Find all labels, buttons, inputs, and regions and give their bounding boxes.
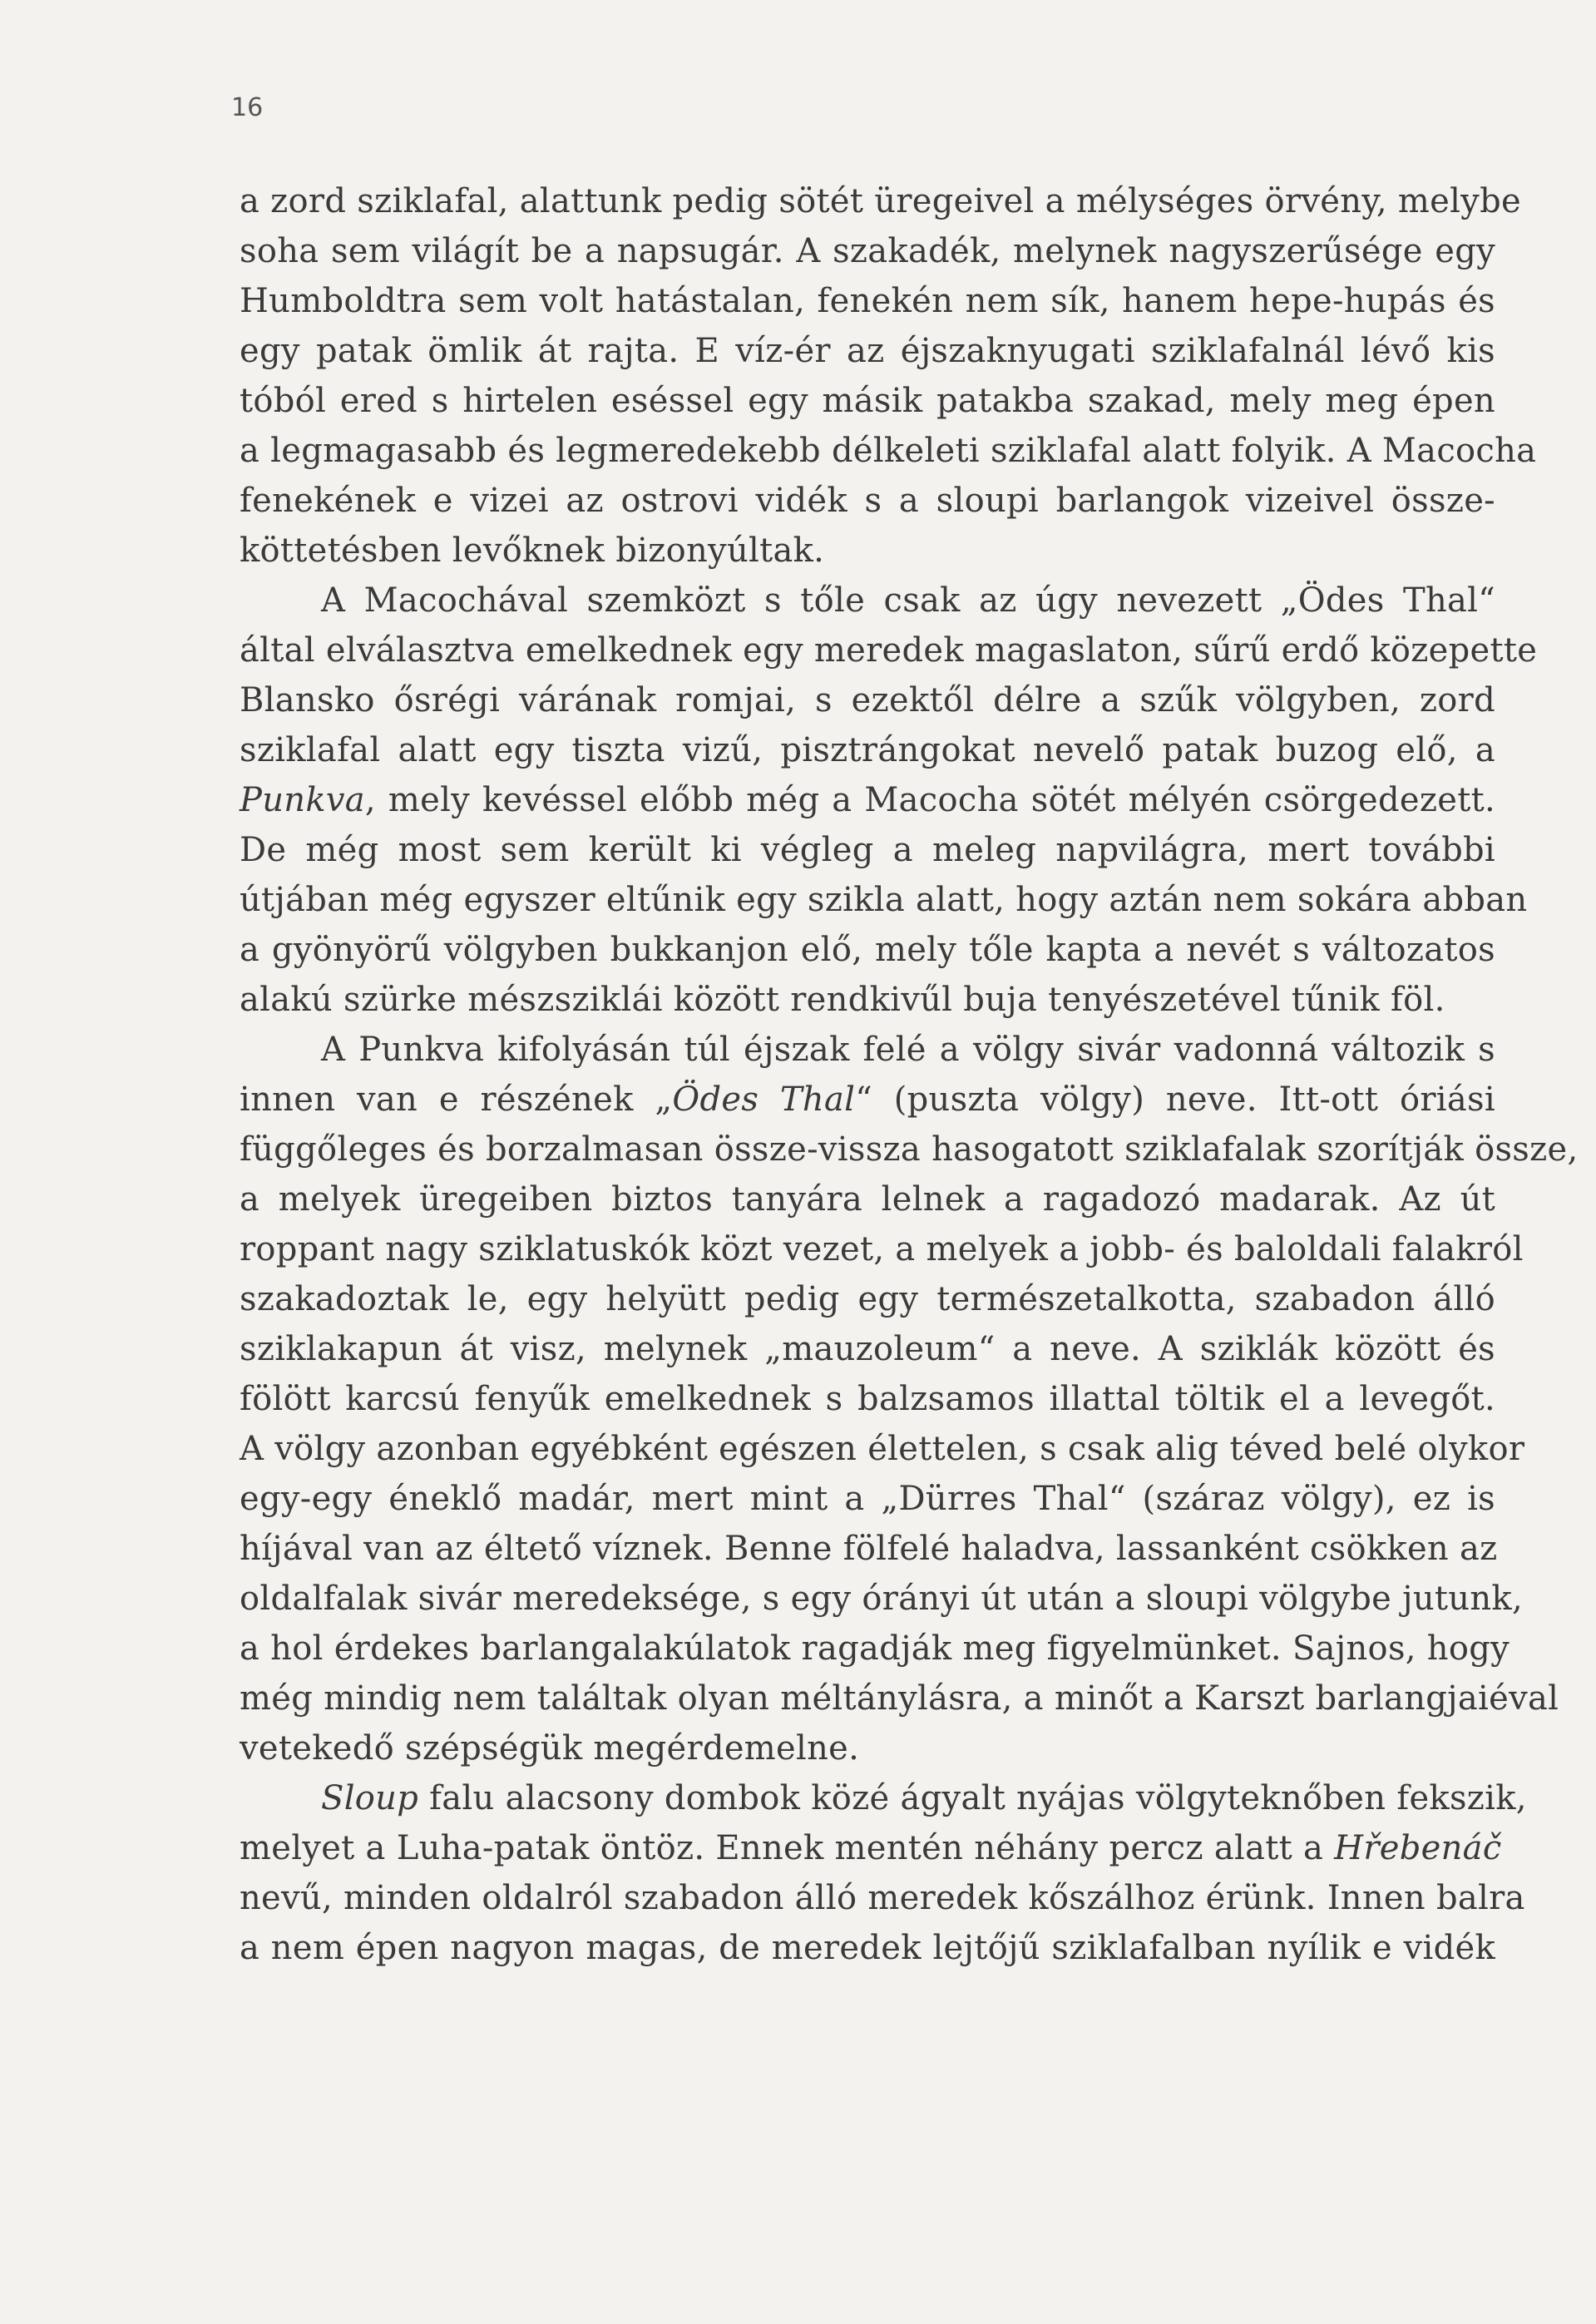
text-line: tóból ered s hirtelen eséssel egy másik patakba szakad, mely meg épen <box>240 382 1495 420</box>
text-line: a melyek üregeiben biztos tanyára lelnek a ragadozó madarak. Az út <box>240 1180 1495 1219</box>
text-line: De még most sem került ki végleg a meleg napvilágra, mert további <box>240 831 1495 869</box>
text-line: útjában még egyszer eltűnik egy szikla alatt, hogy aztán nem sokára abban <box>240 881 1528 919</box>
text-line: Punkva, mely kevéssel előbb még a Macocha sötét mélyén csörgedezett. <box>240 781 1495 819</box>
text-line: egy-egy éneklő madár, mert mint a „Dürres Thal“ (száraz völgy), ez is <box>240 1480 1495 1518</box>
text-line: Sloup falu alacsony dombok közé ágyalt nyájas völgyteknőben fekszik, <box>321 1779 1527 1817</box>
text-line: sziklafal alatt egy tiszta vizű, pisztrángokat nevelő patak buzog elő, a <box>240 731 1495 769</box>
text-line: fölött karcsú fenyűk emelkednek s balzsamos illattal töltik el a levegőt. <box>240 1380 1495 1418</box>
text-line: még mindig nem találtak olyan méltánylásra, a minőt a Karszt barlangjaiéval <box>240 1679 1559 1718</box>
text-line: a legmagasabb és legmeredekebb délkeleti sziklafal alatt folyik. A Macocha <box>240 432 1537 470</box>
text-line: függőleges és borzalmasan össze-vissza hasogatott sziklafalak szorítják össze, <box>240 1130 1579 1169</box>
text-line: a hol érdekes barlangalakúlatok ragadják meg figyelmünket. Sajnos, hogy <box>240 1629 1510 1668</box>
text-line: innen van e részének „Ödes Thal“ (puszta völgy) neve. Itt-ott óriási <box>240 1080 1495 1119</box>
italic-place-name: Ödes Thal <box>672 1080 856 1119</box>
text-line: a zord sziklafal, alattunk pedig sötét üregeivel a mélységes örvény, melybe <box>240 182 1521 220</box>
text-line: roppant nagy sziklatuskók közt vezet, a melyek a jobb- és baloldali falakról <box>240 1230 1524 1268</box>
text-line: egy patak ömlik át rajta. E víz-ér az éjszaknyugati sziklafalnál lévő kis <box>240 332 1495 370</box>
page-number: 16 <box>231 93 264 122</box>
paragraph <box>240 1025 1579 1773</box>
text-line: a gyönyörű völgyben bukkanjon elő, mely tőle kapta a nevét s változatos <box>240 931 1495 969</box>
text-line: fenekének e vizei az ostrovi vidék s a sloupi barlangok vizeivel össze- <box>240 482 1495 520</box>
text-line: Blansko ősrégi várának romjai, s ezektől délre a szűk völgyben, zord <box>240 681 1495 719</box>
text-line: alakú szürke mészsziklái között rendkivűl buja tenyészetével tűnik föl. <box>240 981 1445 1019</box>
text-line: sziklakapun át visz, melynek „mauzoleum“ a neve. A sziklák között és <box>240 1330 1495 1368</box>
text-line: melyet a Luha-patak öntöz. Ennek mentén néhány percz alatt a Hřebenáč <box>240 1829 1502 1867</box>
text-line: Humboldtra sem volt hatástalan, fenekén nem sík, hanem hepe-hupás és <box>240 282 1495 320</box>
body-text <box>240 176 1579 1973</box>
text-line: A völgy azonban egyébként egészen élettelen, s csak alig téved belé olykor <box>240 1430 1525 1468</box>
text-line: köttetésben levőknek bizonyúltak. <box>240 532 825 570</box>
text-line: nevű, minden oldalról szabadon álló meredek kőszálhoz érünk. Innen balra <box>240 1879 1525 1917</box>
text-line: A Macochával szemközt s tőle csak az úgy nevezett „Ödes Thal“ <box>321 581 1495 620</box>
italic-place-name: Punkva <box>240 781 365 819</box>
paragraph <box>240 576 1538 1025</box>
text-line: oldalfalak sivár meredeksége, s egy órányi út után a sloupi völgybe jutunk, <box>240 1580 1523 1618</box>
text-line: által elválasztva emelkednek egy meredek magaslaton, sűrű erdő közepette <box>240 631 1538 670</box>
text-line: a nem épen nagyon magas, de meredek lejtőjű sziklafalban nyílik e vidék <box>240 1929 1495 1967</box>
paragraph <box>240 1773 1527 1973</box>
text-line: vetekedő szépségük megérdemelne. <box>240 1729 860 1768</box>
text-line: soha sem világít be a napsugár. A szakadék, melynek nagyszerűsége egy <box>240 232 1495 270</box>
italic-place-name: Hřebenáč <box>1334 1829 1502 1867</box>
italic-place-name: Sloup <box>321 1779 419 1817</box>
text-line: híjával van az éltető víznek. Benne fölfelé haladva, lassanként csökken az <box>240 1530 1498 1568</box>
paragraph <box>240 176 1537 576</box>
text-line: szakadoztak le, egy helyütt pedig egy természetalkotta, szabadon álló <box>240 1280 1495 1318</box>
text-line: A Punkva kifolyásán túl éjszak felé a völgy sivár vadonná változik s <box>321 1031 1495 1069</box>
